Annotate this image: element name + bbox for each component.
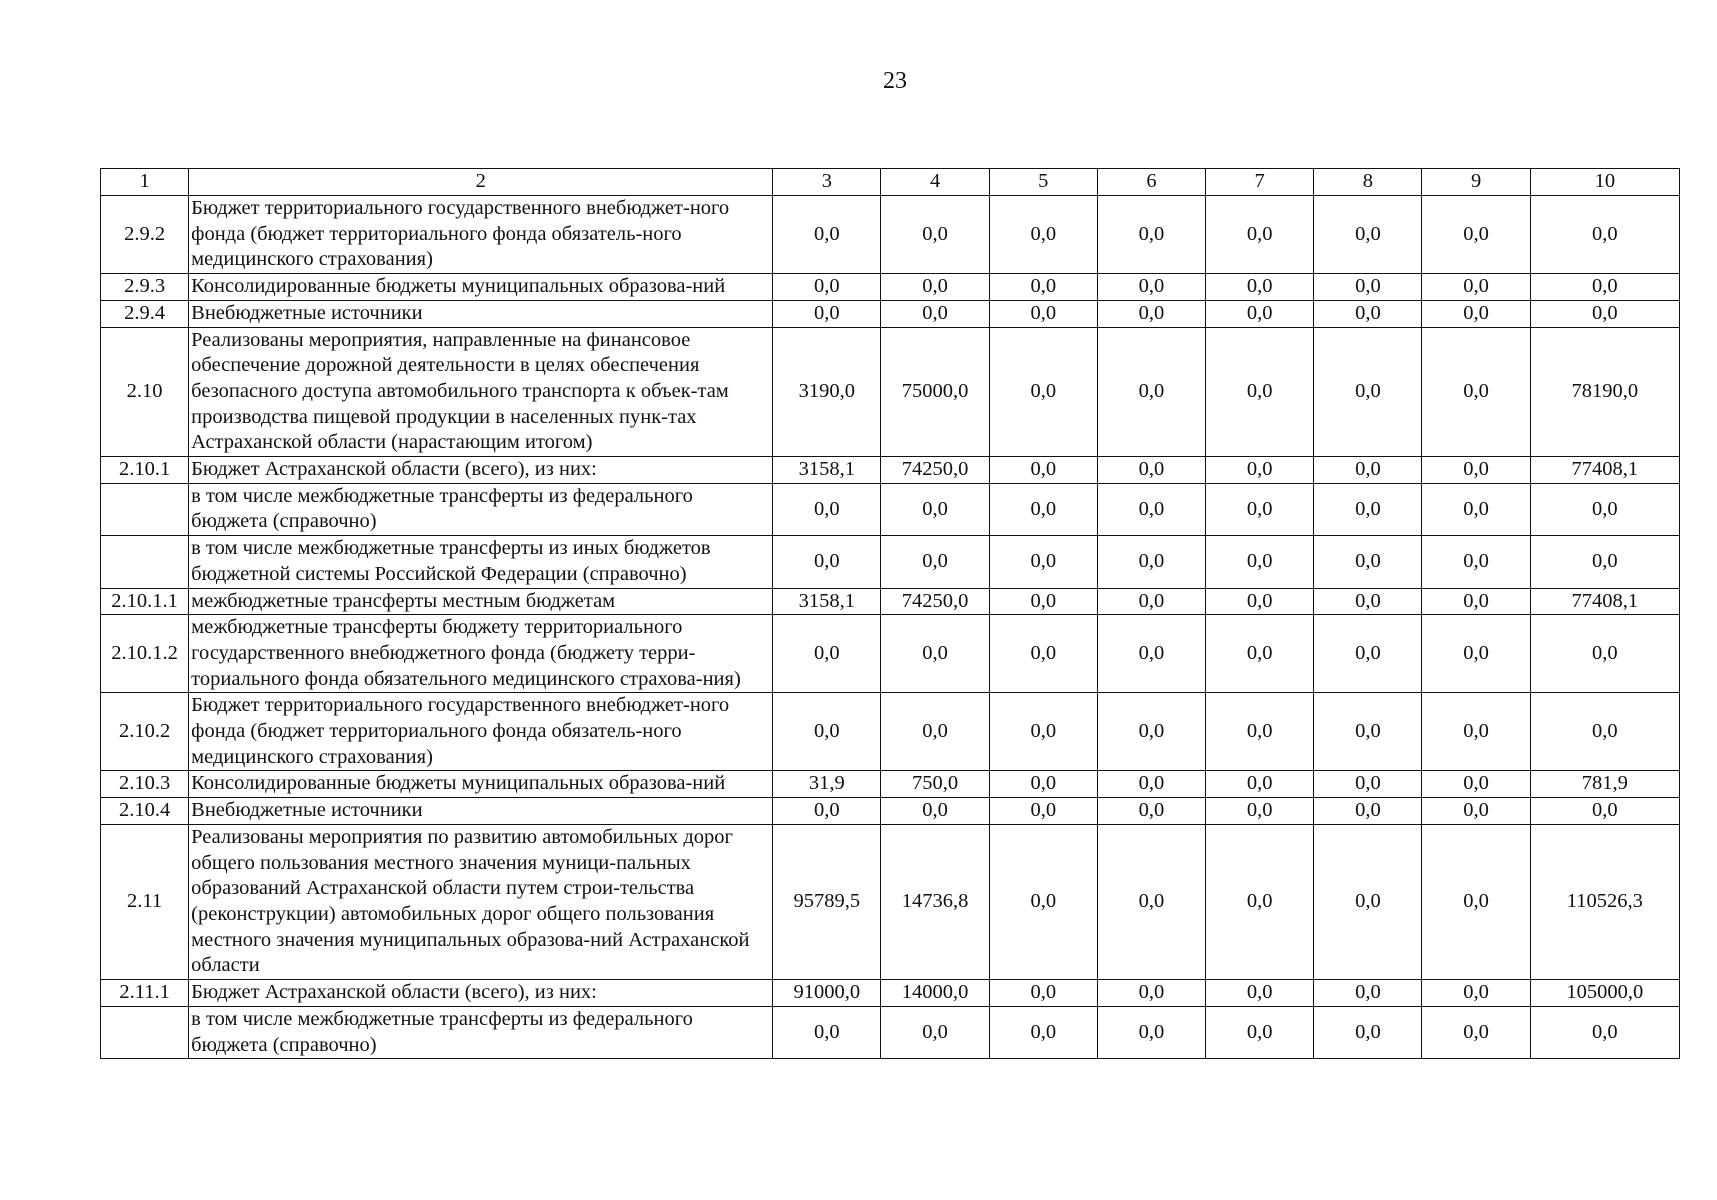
value-cell: 95789,5: [773, 824, 881, 979]
value-cell: 0,0: [1206, 980, 1314, 1007]
value-cell: 0,0: [989, 693, 1097, 771]
value-cell: 0,0: [1530, 300, 1679, 327]
value-cell: 0,0: [1097, 771, 1205, 798]
value-cell: 0,0: [881, 615, 989, 693]
value-cell: 0,0: [881, 693, 989, 771]
row-code: [101, 536, 189, 588]
page-number: 23: [883, 68, 907, 94]
value-cell: 0,0: [1206, 327, 1314, 457]
value-cell: 3158,1: [773, 457, 881, 484]
value-cell: 74250,0: [881, 457, 989, 484]
table-row: [101, 1006, 1680, 1058]
value-cell: 0,0: [1206, 771, 1314, 798]
table-row: [101, 483, 1680, 535]
value-cell: 0,0: [1314, 588, 1422, 615]
value-cell: 0,0: [1097, 483, 1205, 535]
value-cell: 0,0: [1097, 1006, 1205, 1058]
value-cell: 0,0: [1097, 457, 1205, 484]
value-cell: 0,0: [1206, 1006, 1314, 1058]
row-description: Реализованы мероприятия, направленные на финансовое обеспечение дорожной деятельности в целях обеспечения безопасного доступа автомобильного транспорта к объек-там производства пищевой продукции в населенных пунк-тах Астраханской области (нарастающим итогом): [189, 327, 773, 457]
value-cell: 0,0: [989, 196, 1097, 274]
value-cell: 75000,0: [881, 327, 989, 457]
value-cell: 0,0: [989, 274, 1097, 301]
value-cell: 0,0: [1097, 588, 1205, 615]
row-code: 2.10.3: [101, 771, 189, 798]
value-cell: 0,0: [1314, 693, 1422, 771]
value-cell: 0,0: [1422, 327, 1530, 457]
value-cell: 31,9: [773, 771, 881, 798]
value-cell: 0,0: [1097, 196, 1205, 274]
value-cell: 0,0: [1097, 274, 1205, 301]
value-cell: 0,0: [773, 196, 881, 274]
row-code: 2.10.4: [101, 798, 189, 825]
value-cell: 0,0: [1530, 536, 1679, 588]
table-row: [101, 824, 1680, 979]
value-cell: 0,0: [1097, 980, 1205, 1007]
row-code: 2.11.1: [101, 980, 189, 1007]
value-cell: 0,0: [1422, 457, 1530, 484]
row-description: Консолидированные бюджеты муниципальных образова-ний: [189, 771, 773, 798]
value-cell: 0,0: [1422, 771, 1530, 798]
row-code: 2.10.1.2: [101, 615, 189, 693]
value-cell: 0,0: [1422, 615, 1530, 693]
table-row: [101, 693, 1680, 771]
value-cell: 0,0: [773, 300, 881, 327]
value-cell: 0,0: [1422, 274, 1530, 301]
value-cell: 0,0: [989, 483, 1097, 535]
value-cell: 0,0: [1530, 1006, 1679, 1058]
value-cell: 0,0: [1314, 327, 1422, 457]
value-cell: 0,0: [1314, 615, 1422, 693]
value-cell: 0,0: [1206, 693, 1314, 771]
value-cell: 14000,0: [881, 980, 989, 1007]
column-header: 5: [989, 169, 1097, 196]
table-row: [101, 196, 1680, 274]
value-cell: 0,0: [1314, 1006, 1422, 1058]
value-cell: 0,0: [989, 980, 1097, 1007]
value-cell: 0,0: [989, 1006, 1097, 1058]
value-cell: 0,0: [1530, 693, 1679, 771]
value-cell: 0,0: [1530, 274, 1679, 301]
value-cell: 0,0: [1206, 300, 1314, 327]
value-cell: 0,0: [1422, 1006, 1530, 1058]
value-cell: 0,0: [1530, 615, 1679, 693]
value-cell: 0,0: [1314, 980, 1422, 1007]
value-cell: 0,0: [1097, 327, 1205, 457]
value-cell: 0,0: [1422, 980, 1530, 1007]
value-cell: 14736,8: [881, 824, 989, 979]
value-cell: 77408,1: [1530, 457, 1679, 484]
value-cell: 0,0: [1206, 588, 1314, 615]
table-row: [101, 588, 1680, 615]
value-cell: 0,0: [989, 327, 1097, 457]
row-code: 2.10.1: [101, 457, 189, 484]
value-cell: 0,0: [1422, 483, 1530, 535]
value-cell: 0,0: [881, 536, 989, 588]
value-cell: 0,0: [773, 536, 881, 588]
value-cell: 0,0: [989, 798, 1097, 825]
value-cell: 750,0: [881, 771, 989, 798]
value-cell: 0,0: [989, 457, 1097, 484]
value-cell: 0,0: [773, 693, 881, 771]
value-cell: 0,0: [1314, 483, 1422, 535]
value-cell: 0,0: [989, 771, 1097, 798]
row-code: [101, 1006, 189, 1058]
row-code: 2.11: [101, 824, 189, 979]
value-cell: 0,0: [1314, 824, 1422, 979]
row-description: в том числе межбюджетные трансферты из федерального бюджета (справочно): [189, 1006, 773, 1058]
table-row: [101, 615, 1680, 693]
row-code: 2.9.2: [101, 196, 189, 274]
table-row: [101, 457, 1680, 484]
row-code: 2.9.3: [101, 274, 189, 301]
value-cell: 0,0: [989, 300, 1097, 327]
value-cell: 105000,0: [1530, 980, 1679, 1007]
row-code: 2.9.4: [101, 300, 189, 327]
table-row: [101, 980, 1680, 1007]
table-row: [101, 300, 1680, 327]
column-header: 3: [773, 169, 881, 196]
row-description: Внебюджетные источники: [189, 300, 773, 327]
row-description: Бюджет Астраханской области (всего), из них:: [189, 457, 773, 484]
row-description: Реализованы мероприятия по развитию автомобильных дорог общего пользования местного значения муници-пальных образований Астраханской области путем строи-тельства (реконструкции) автомобильных дорог общего пользования местного значения муниципальных образова-ний Астраханской области: [189, 824, 773, 979]
value-cell: 74250,0: [881, 588, 989, 615]
value-cell: 0,0: [989, 824, 1097, 979]
row-description: Внебюджетные источники: [189, 798, 773, 825]
value-cell: 0,0: [1422, 798, 1530, 825]
row-description: в том числе межбюджетные трансферты из иных бюджетов бюджетной системы Российской Федерации (справочно): [189, 536, 773, 588]
row-description: Бюджет территориального государственного внебюджет-ного фонда (бюджет территориального фонда обязатель-ного медицинского страхования): [189, 196, 773, 274]
value-cell: 0,0: [1422, 196, 1530, 274]
value-cell: 0,0: [1314, 300, 1422, 327]
value-cell: 0,0: [773, 615, 881, 693]
value-cell: 0,0: [1206, 615, 1314, 693]
row-description: межбюджетные трансферты местным бюджетам: [189, 588, 773, 615]
value-cell: 110526,3: [1530, 824, 1679, 979]
value-cell: 0,0: [881, 300, 989, 327]
value-cell: 0,0: [1206, 457, 1314, 484]
column-header: 9: [1422, 169, 1530, 196]
value-cell: 0,0: [989, 536, 1097, 588]
column-header: 10: [1530, 169, 1679, 196]
value-cell: 0,0: [1314, 771, 1422, 798]
value-cell: 0,0: [881, 274, 989, 301]
row-code: 2.10.1.1: [101, 588, 189, 615]
value-cell: 781,9: [1530, 771, 1679, 798]
column-header: 1: [101, 169, 189, 196]
value-cell: 0,0: [1206, 824, 1314, 979]
table-row: [101, 771, 1680, 798]
budget-table: [100, 168, 1680, 1059]
value-cell: 0,0: [1097, 798, 1205, 825]
value-cell: 0,0: [773, 798, 881, 825]
table-row: [101, 274, 1680, 301]
value-cell: 0,0: [773, 483, 881, 535]
row-description: Бюджет территориального государственного внебюджет-ного фонда (бюджет территориального фонда обязатель-ного медицинского страхования): [189, 693, 773, 771]
value-cell: 0,0: [1314, 274, 1422, 301]
column-header: 6: [1097, 169, 1205, 196]
column-header: 8: [1314, 169, 1422, 196]
value-cell: 0,0: [1314, 798, 1422, 825]
value-cell: 0,0: [1206, 798, 1314, 825]
column-header: 7: [1206, 169, 1314, 196]
row-description: Бюджет Астраханской области (всего), из них:: [189, 980, 773, 1007]
row-code: 2.10: [101, 327, 189, 457]
value-cell: 0,0: [1097, 300, 1205, 327]
value-cell: 0,0: [881, 196, 989, 274]
value-cell: 0,0: [1097, 536, 1205, 588]
value-cell: 78190,0: [1530, 327, 1679, 457]
table-row: [101, 536, 1680, 588]
value-cell: 0,0: [1422, 300, 1530, 327]
value-cell: 0,0: [1097, 615, 1205, 693]
value-cell: 0,0: [1206, 274, 1314, 301]
value-cell: 0,0: [773, 274, 881, 301]
value-cell: 91000,0: [773, 980, 881, 1007]
row-description: Консолидированные бюджеты муниципальных образова-ний: [189, 274, 773, 301]
value-cell: 0,0: [1422, 588, 1530, 615]
value-cell: 0,0: [1206, 536, 1314, 588]
value-cell: 77408,1: [1530, 588, 1679, 615]
value-cell: 0,0: [1530, 483, 1679, 535]
column-number-row: [101, 169, 1680, 196]
value-cell: 0,0: [1097, 824, 1205, 979]
value-cell: 0,0: [1097, 693, 1205, 771]
value-cell: 0,0: [773, 1006, 881, 1058]
value-cell: 0,0: [1314, 536, 1422, 588]
column-header: 4: [881, 169, 989, 196]
value-cell: 0,0: [1314, 457, 1422, 484]
value-cell: 0,0: [1530, 798, 1679, 825]
value-cell: 0,0: [1530, 196, 1679, 274]
value-cell: 0,0: [989, 615, 1097, 693]
value-cell: 0,0: [1314, 196, 1422, 274]
value-cell: 0,0: [881, 483, 989, 535]
row-code: 2.10.2: [101, 693, 189, 771]
value-cell: 0,0: [881, 1006, 989, 1058]
value-cell: 0,0: [1422, 693, 1530, 771]
value-cell: 3190,0: [773, 327, 881, 457]
value-cell: 0,0: [1422, 824, 1530, 979]
value-cell: 3158,1: [773, 588, 881, 615]
row-description: межбюджетные трансферты бюджету территориального государственного внебюджетного фонда (бюджету терри-ториального фонда обязательного медицинского страхова-ния): [189, 615, 773, 693]
column-header: 2: [189, 169, 773, 196]
value-cell: 0,0: [1422, 536, 1530, 588]
value-cell: 0,0: [881, 798, 989, 825]
value-cell: 0,0: [1206, 196, 1314, 274]
value-cell: 0,0: [989, 588, 1097, 615]
table-row: [101, 798, 1680, 825]
table-row: [101, 327, 1680, 457]
row-description: в том числе межбюджетные трансферты из федерального бюджета (справочно): [189, 483, 773, 535]
value-cell: 0,0: [1206, 483, 1314, 535]
row-code: [101, 483, 189, 535]
